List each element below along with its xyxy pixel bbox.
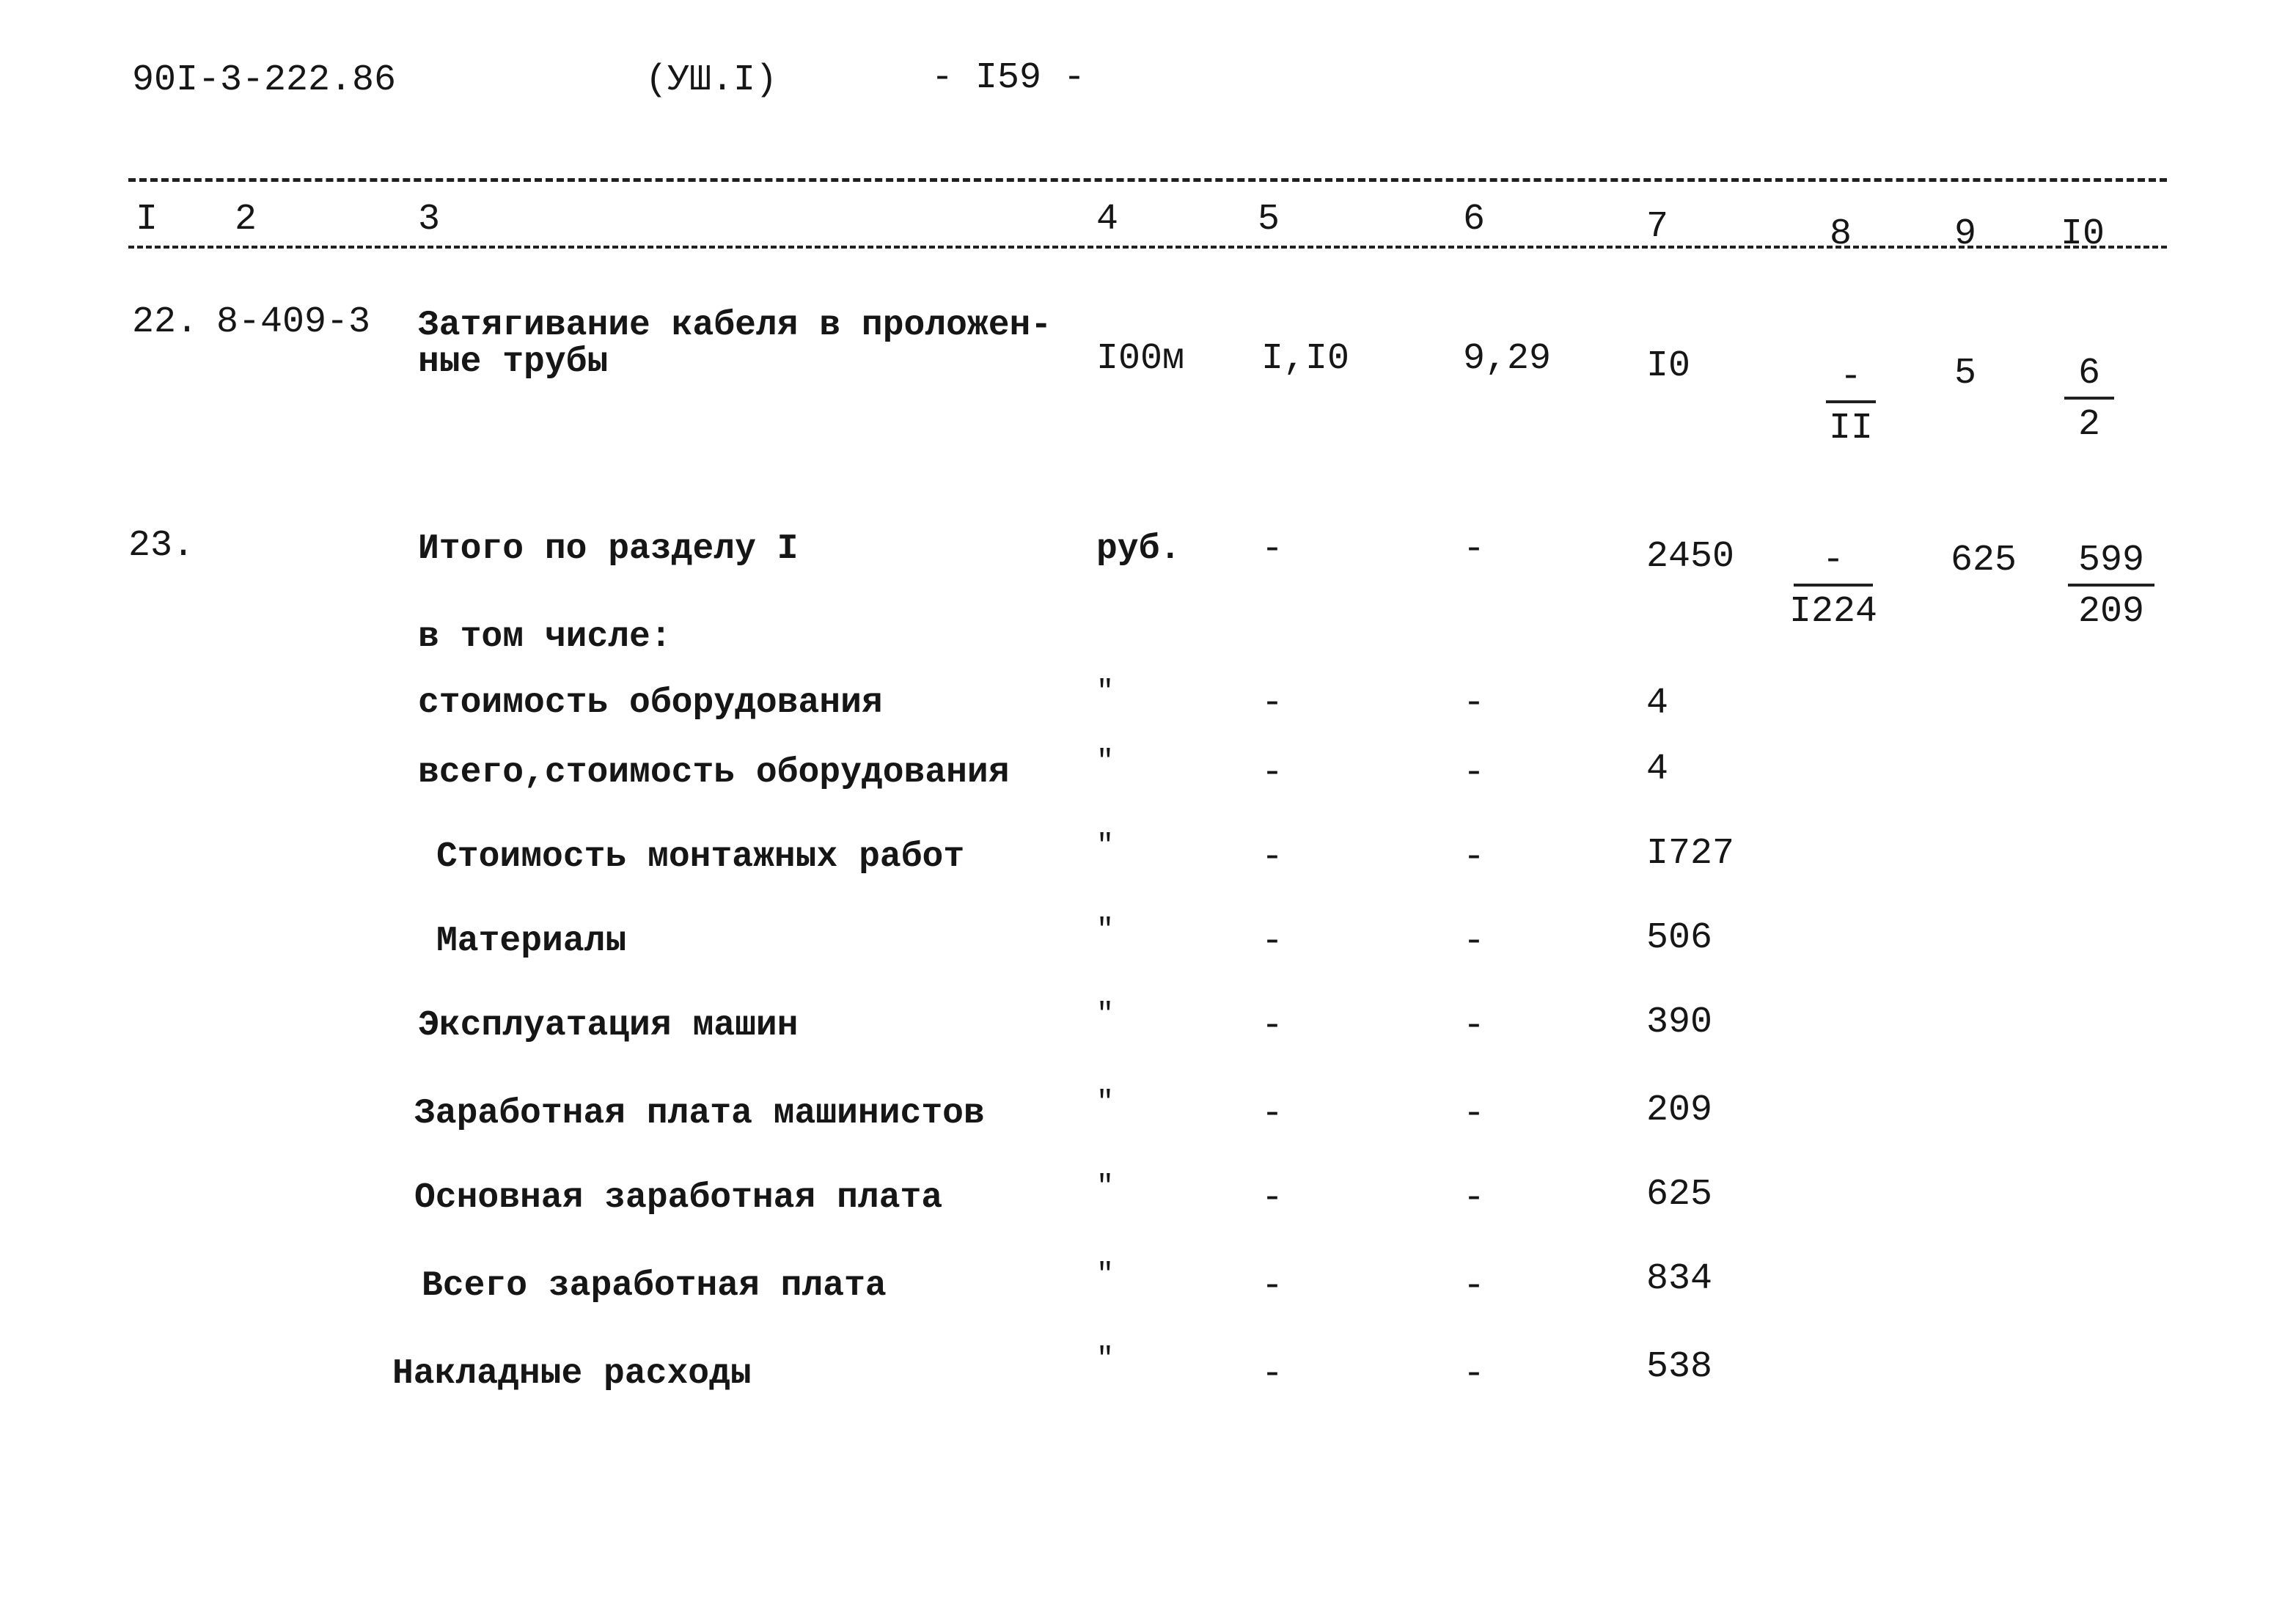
- col-header-5: 5: [1258, 199, 1280, 240]
- breakdown-unit: ": [1096, 1171, 1115, 1204]
- row-22-col5: I,I0: [1261, 338, 1350, 380]
- breakdown-col7: 4: [1646, 749, 1669, 790]
- breakdown-label: Эксплуатация машин: [418, 1006, 799, 1046]
- breakdown-label: Всего заработная плата: [422, 1266, 887, 1306]
- breakdown-col7: 506: [1646, 917, 1713, 959]
- breakdown-unit: ": [1096, 999, 1115, 1032]
- row-23-col10-fraction: [2068, 540, 2154, 633]
- col-header-10: I0: [2061, 213, 2105, 255]
- breakdown-col5: -: [1261, 1005, 1284, 1047]
- row-23-unit: руб.: [1096, 529, 1181, 569]
- col-header-3: 3: [418, 199, 441, 240]
- breakdown-col5: -: [1261, 683, 1284, 724]
- row-23-number: 23.: [128, 525, 195, 567]
- breakdown-col7: 390: [1646, 1002, 1713, 1043]
- row-22-col7: I0: [1646, 345, 1691, 387]
- row-22-col10-fraction: [2064, 353, 2114, 446]
- section-code: (УШ.I): [645, 59, 778, 101]
- row-22-col8-top: -: [1826, 359, 1876, 403]
- including-label: в том числе:: [418, 617, 672, 657]
- breakdown-unit: ": [1096, 746, 1115, 779]
- row-22-description-line1: Затягивание кабеля в проложен-: [418, 306, 1052, 345]
- row-22-code: 8-409-3: [216, 301, 371, 343]
- breakdown-col5: -: [1261, 752, 1284, 794]
- col-header-4: 4: [1096, 199, 1119, 240]
- row-23-col7: 2450: [1646, 536, 1735, 578]
- breakdown-unit: ": [1096, 914, 1115, 947]
- breakdown-unit: ": [1096, 1087, 1115, 1120]
- col-header-9: 9: [1954, 213, 1977, 255]
- row-22-col10-top: 6: [2064, 356, 2114, 400]
- breakdown-unit: ": [1096, 1259, 1115, 1292]
- row-23-col9: 625: [1951, 540, 2017, 581]
- breakdown-unit: ": [1096, 676, 1115, 709]
- breakdown-col6: -: [1463, 1353, 1486, 1395]
- breakdown-col5: -: [1261, 1093, 1284, 1135]
- breakdown-label: Накладные расходы: [392, 1354, 752, 1394]
- breakdown-col5: -: [1261, 837, 1284, 878]
- col-header-1: I: [136, 199, 158, 240]
- breakdown-col6: -: [1463, 752, 1486, 794]
- col-header-7: 7: [1646, 206, 1669, 248]
- breakdown-col6: -: [1463, 921, 1486, 963]
- page-number: - I59 -: [931, 57, 1086, 99]
- breakdown-unit: ": [1096, 1343, 1115, 1376]
- row-23-col6: -: [1463, 529, 1486, 570]
- breakdown-col5: -: [1261, 1353, 1284, 1395]
- row-22-number: 22.: [132, 301, 199, 343]
- breakdown-col6: -: [1463, 1177, 1486, 1219]
- breakdown-col7: 625: [1646, 1174, 1713, 1216]
- breakdown-label: Стоимость монтажных работ: [436, 837, 965, 877]
- row-22-col10-bottom: 2: [2077, 404, 2100, 446]
- row-22-unit: I00м: [1096, 338, 1185, 380]
- col-header-2: 2: [235, 199, 257, 240]
- breakdown-col5: -: [1261, 1177, 1284, 1219]
- row-23-col10-bottom: 209: [2077, 591, 2144, 633]
- row-23-col8-fraction: [1789, 540, 1878, 633]
- breakdown-col5: -: [1261, 1265, 1284, 1307]
- breakdown-label: всего,стоимость оборудования: [418, 753, 1010, 793]
- breakdown-col6: -: [1463, 1093, 1486, 1135]
- row-23-col8-top: -: [1794, 543, 1873, 587]
- top-dashed-rule: [128, 178, 2167, 182]
- breakdown-label: Заработная плата машинистов: [414, 1094, 985, 1133]
- breakdown-unit: ": [1096, 830, 1115, 863]
- breakdown-col7: I727: [1646, 833, 1735, 875]
- column-header-rule: [128, 246, 2167, 249]
- breakdown-col7: 538: [1646, 1346, 1713, 1388]
- col-header-8: 8: [1830, 213, 1852, 255]
- breakdown-label: Материалы: [436, 922, 627, 961]
- row-22-col9: 5: [1954, 353, 1977, 394]
- row-23-description: Итого по разделу I: [418, 529, 799, 569]
- breakdown-col6: -: [1463, 683, 1486, 724]
- breakdown-col7: 209: [1646, 1090, 1713, 1131]
- row-23-col8-bottom: I224: [1789, 591, 1878, 633]
- breakdown-label: Основная заработная плата: [414, 1178, 943, 1218]
- breakdown-col6: -: [1463, 1265, 1486, 1307]
- breakdown-label: стоимость оборудования: [418, 683, 883, 723]
- doc-code: 90I-3-222.86: [132, 59, 397, 101]
- col-header-6: 6: [1463, 199, 1486, 240]
- row-22-description-line2: ные трубы: [418, 342, 609, 382]
- row-23-col10-top: 599: [2068, 543, 2154, 587]
- breakdown-col6: -: [1463, 1005, 1486, 1047]
- row-22-col8-bottom: II: [1828, 408, 1873, 449]
- breakdown-col7: 4: [1646, 683, 1669, 724]
- row-23-col5: -: [1261, 529, 1284, 570]
- breakdown-col6: -: [1463, 837, 1486, 878]
- breakdown-col5: -: [1261, 921, 1284, 963]
- row-22-col6: 9,29: [1463, 338, 1552, 380]
- breakdown-col7: 834: [1646, 1258, 1713, 1300]
- row-22-col8-fraction: [1826, 356, 1876, 449]
